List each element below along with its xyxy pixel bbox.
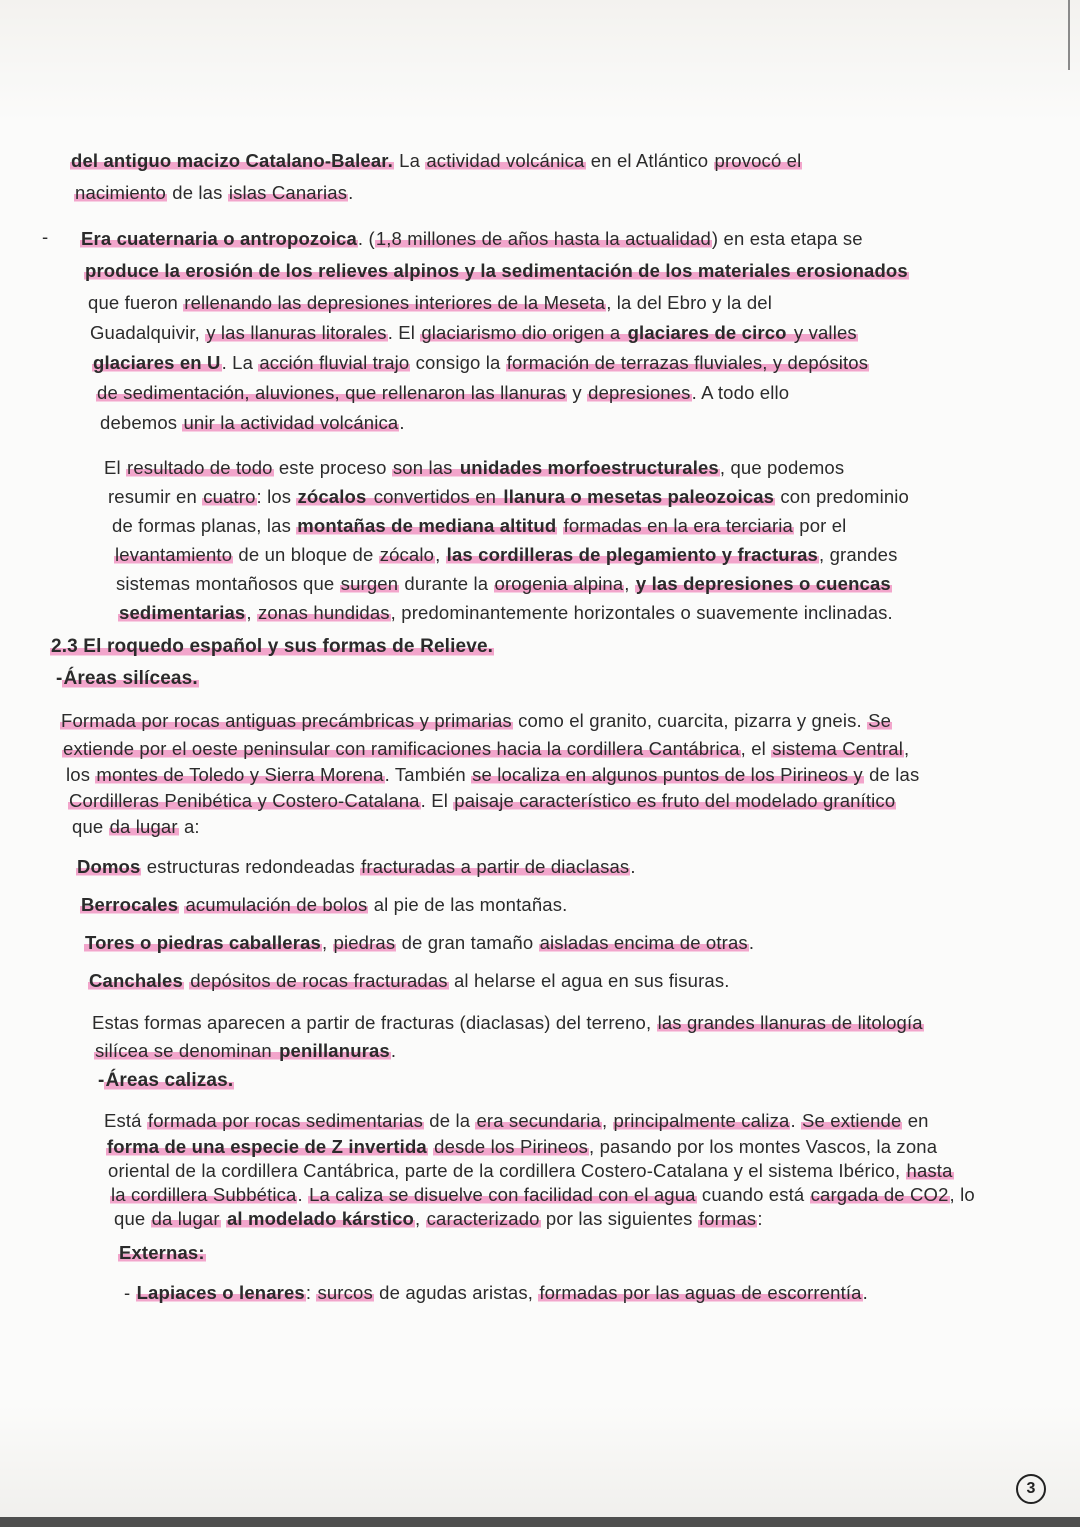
p2-line-5 bbox=[92, 350, 869, 376]
text: formación de terrazas fluviales, y depósitos bbox=[506, 352, 869, 373]
p4-line-1 bbox=[60, 708, 892, 734]
text: formas bbox=[698, 1208, 757, 1229]
text: , que podemos bbox=[719, 457, 845, 478]
p6-line-4 bbox=[110, 1182, 975, 1208]
text: extiende por el oeste peninsular con ramificaciones hacia la cordillera Cantábrica bbox=[63, 738, 740, 759]
p2-line-1 bbox=[80, 226, 863, 252]
p1-line-2 bbox=[74, 180, 353, 206]
p6-line-1 bbox=[104, 1108, 929, 1134]
p5-line-2 bbox=[94, 1038, 396, 1064]
text: Formada por rocas antiguas precámbricas y primarias bbox=[61, 710, 512, 731]
text: orogenia alpina bbox=[494, 573, 624, 594]
text: de sedimentación, aluviones, que rellenaron las llanuras bbox=[97, 382, 567, 403]
text: . A todo ello bbox=[691, 382, 790, 403]
text: La caliza se disuelve con facilidad con el agua bbox=[309, 1184, 696, 1205]
text: ) en esta etapa se bbox=[711, 228, 863, 249]
text: cuatro bbox=[203, 486, 256, 507]
externas-label bbox=[118, 1240, 206, 1266]
text: con predominio bbox=[775, 486, 909, 507]
p6-line-3 bbox=[108, 1158, 954, 1184]
form-domos bbox=[76, 854, 636, 880]
text: resumir en bbox=[108, 486, 203, 507]
text: y las llanuras litorales bbox=[206, 322, 387, 343]
p1-line-1 bbox=[70, 148, 802, 174]
text: zócalos bbox=[297, 486, 367, 507]
text: piedras bbox=[333, 932, 396, 953]
text: zonas hundidas bbox=[257, 602, 390, 623]
text: Era cuaternaria o antropozoica bbox=[81, 228, 357, 249]
text: que bbox=[114, 1208, 151, 1229]
text: , bbox=[246, 602, 257, 623]
text: - bbox=[56, 668, 63, 689]
text: formada por rocas sedimentarias bbox=[147, 1110, 423, 1131]
text: por las siguientes bbox=[540, 1208, 698, 1229]
text: glaciarismo dio origen a bbox=[421, 322, 626, 343]
text: La bbox=[393, 150, 426, 171]
text: surcos bbox=[317, 1282, 373, 1303]
text: formadas en la era terciaria bbox=[563, 515, 793, 536]
p3-line-3 bbox=[112, 513, 846, 539]
subsection-calizas bbox=[98, 1068, 234, 1094]
text: Canchales bbox=[89, 970, 183, 991]
text: llanura o mesetas paleozoicas bbox=[503, 486, 775, 507]
text: que bbox=[72, 816, 109, 837]
p3-line-1 bbox=[104, 455, 844, 481]
p2-line-6 bbox=[96, 380, 789, 406]
text: caracterizado bbox=[426, 1208, 540, 1229]
p6-line-5 bbox=[114, 1206, 763, 1232]
p6-line-2 bbox=[106, 1134, 937, 1160]
text: , pasando por los montes Vascos, la zona bbox=[589, 1136, 938, 1157]
text: de agudas aristas, bbox=[373, 1282, 539, 1303]
text: islas Canarias bbox=[228, 182, 348, 203]
text: que fueron bbox=[88, 292, 184, 313]
text: al helarse el agua en sus fisuras. bbox=[448, 970, 730, 991]
text: produce la erosión de los relieves alpinos y la sedimentación de los materiales erosionados bbox=[85, 260, 908, 281]
p3-line-6 bbox=[118, 600, 893, 626]
page-number-badge: 3 bbox=[1016, 1474, 1046, 1504]
text: y valles bbox=[788, 322, 857, 343]
text: los bbox=[66, 764, 96, 785]
form-lapiaces bbox=[124, 1280, 868, 1306]
text bbox=[557, 515, 562, 536]
text: sistema Central bbox=[772, 738, 903, 759]
p3-line-4 bbox=[114, 542, 897, 568]
text: , bbox=[415, 1208, 426, 1229]
text: las grandes llanuras de litología bbox=[657, 1012, 923, 1033]
text: cargada de CO2 bbox=[810, 1184, 949, 1205]
text: de las bbox=[863, 764, 920, 785]
text: al pie de las montañas. bbox=[368, 894, 568, 915]
text: cuando está bbox=[696, 1184, 810, 1205]
text: como el granito, cuarcita, pizarra y gneis. bbox=[512, 710, 868, 731]
text: de la bbox=[424, 1110, 476, 1131]
text: unir la actividad volcánica bbox=[183, 412, 399, 433]
text: penillanuras bbox=[279, 1040, 390, 1061]
text: forma de una especie de Z invertida bbox=[107, 1136, 427, 1157]
text: glaciares en U bbox=[93, 352, 221, 373]
text: . La bbox=[221, 352, 259, 373]
text: , el bbox=[740, 738, 772, 759]
text: Estas formas aparecen a partir de fracturas (diaclasas) del terreno, bbox=[92, 1012, 657, 1033]
text: durante la bbox=[399, 573, 494, 594]
text: en bbox=[902, 1110, 929, 1131]
text: oriental de la cordillera Cantábrica, parte de la cordillera Costero-Catalana y el sistema Ibérico, bbox=[108, 1160, 906, 1181]
text: depresiones bbox=[588, 382, 691, 403]
text: , grandes bbox=[818, 544, 898, 565]
text: . bbox=[748, 932, 755, 953]
form-canchales bbox=[88, 968, 730, 994]
text: . También bbox=[384, 764, 472, 785]
text: era secundaria bbox=[476, 1110, 601, 1131]
text: de formas planas, las bbox=[112, 515, 297, 536]
text: Está bbox=[104, 1110, 147, 1131]
p4-line-3 bbox=[66, 762, 919, 788]
p2-line-3 bbox=[88, 290, 772, 316]
text: formadas por las aguas de escorrentía bbox=[539, 1282, 862, 1303]
text: : bbox=[305, 1282, 317, 1303]
text: Cordilleras Penibética y Costero-Catalana bbox=[69, 790, 420, 811]
text: consigo la bbox=[410, 352, 506, 373]
text: la cordillera Subbética bbox=[111, 1184, 297, 1205]
text: resultado de todo bbox=[127, 457, 273, 478]
text: unidades morfoestructurales bbox=[459, 457, 719, 478]
text: da lugar bbox=[109, 816, 178, 837]
text: aisladas encima de otras bbox=[539, 932, 748, 953]
subsection-siliceas bbox=[56, 666, 199, 692]
text: Se extiende bbox=[802, 1110, 902, 1131]
text: por el bbox=[793, 515, 847, 536]
text: , predominantemente horizontales o suavemente inclinadas. bbox=[390, 602, 893, 623]
p4-line-5 bbox=[72, 814, 200, 840]
text: . bbox=[790, 1110, 802, 1131]
text: de un bloque de bbox=[233, 544, 379, 565]
text: debemos bbox=[100, 412, 183, 433]
text: convertidos en bbox=[368, 486, 502, 507]
text: hasta bbox=[906, 1160, 953, 1181]
text: , la del Ebro y la del bbox=[606, 292, 772, 313]
text: en el Atlántico bbox=[585, 150, 714, 171]
form-berrocales bbox=[80, 892, 567, 918]
text: fracturadas a partir de diaclasas bbox=[361, 856, 630, 877]
section-title bbox=[50, 634, 494, 660]
text: Tores o piedras caballeras bbox=[85, 932, 321, 953]
text: del antiguo macizo Catalano-Balear. bbox=[71, 150, 393, 171]
text: . El bbox=[387, 322, 421, 343]
form-tores bbox=[84, 930, 754, 956]
p4-line-4 bbox=[68, 788, 896, 814]
text: nacimiento bbox=[75, 182, 166, 203]
text: Se bbox=[868, 710, 892, 731]
text: acción fluvial trajo bbox=[259, 352, 410, 373]
text: sedimentarias bbox=[119, 602, 246, 623]
p2-line-4 bbox=[90, 320, 858, 346]
text: acumulación de bolos bbox=[185, 894, 368, 915]
text: . bbox=[348, 182, 354, 203]
text: al modelado kárstico bbox=[226, 1208, 415, 1229]
text: da lugar bbox=[151, 1208, 220, 1229]
text: de las bbox=[166, 182, 228, 203]
text: 2.3 El roquedo español y sus formas de Relieve. bbox=[51, 636, 494, 657]
text: silícea se denominan bbox=[95, 1040, 278, 1061]
bullet-dash: - bbox=[42, 226, 49, 247]
text: montes de Toledo y Sierra Morena bbox=[96, 764, 384, 785]
text: son las bbox=[392, 457, 458, 478]
text: . bbox=[862, 1282, 868, 1303]
text: paisaje característico es fruto del modelado granítico bbox=[454, 790, 896, 811]
text: , bbox=[601, 1110, 613, 1131]
text: . bbox=[297, 1184, 309, 1205]
p5-line-1 bbox=[92, 1010, 924, 1036]
text: . bbox=[399, 412, 405, 433]
text: las cordilleras de plegamiento y fracturas bbox=[446, 544, 818, 565]
text: Lapiaces o lenares bbox=[136, 1282, 305, 1303]
text: rellenando las depresiones interiores de la Meseta bbox=[184, 292, 606, 313]
text: provocó el bbox=[714, 150, 802, 171]
text: Áreas silíceas. bbox=[63, 668, 198, 689]
text: montañas de mediana altitud bbox=[297, 515, 557, 536]
text: , lo bbox=[949, 1184, 975, 1205]
text: sistemas montañosos que bbox=[116, 573, 340, 594]
text: , bbox=[435, 544, 446, 565]
text: principalmente caliza bbox=[613, 1110, 790, 1131]
text: y las depresiones o cuencas bbox=[635, 573, 891, 594]
p3-line-5 bbox=[116, 571, 892, 597]
text: . bbox=[390, 1040, 397, 1061]
text: Domos bbox=[77, 856, 141, 877]
text: : bbox=[757, 1208, 763, 1229]
text: se localiza en algunos puntos de los Pirineos y bbox=[472, 764, 863, 785]
text: glaciares de circo bbox=[627, 322, 787, 343]
text: zócalo bbox=[379, 544, 435, 565]
text: , bbox=[321, 932, 333, 953]
text: y bbox=[567, 382, 588, 403]
text: 1,8 millones de años hasta la actualidad bbox=[375, 228, 711, 249]
text: de gran tamaño bbox=[396, 932, 539, 953]
text: . bbox=[630, 856, 636, 877]
p3-line-2 bbox=[108, 484, 909, 510]
text: depósitos de rocas fracturadas bbox=[190, 970, 448, 991]
text: estructuras redondeadas bbox=[141, 856, 361, 877]
text: El bbox=[104, 457, 127, 478]
text: Áreas calizas. bbox=[105, 1070, 234, 1091]
text: , bbox=[624, 573, 635, 594]
text: - bbox=[124, 1282, 136, 1303]
text: Berrocales bbox=[81, 894, 179, 915]
p4-line-2 bbox=[62, 736, 909, 762]
text: : los bbox=[256, 486, 297, 507]
text: - bbox=[98, 1070, 105, 1091]
text: , bbox=[903, 738, 910, 759]
p2-line-2 bbox=[84, 258, 909, 284]
text: actividad volcánica bbox=[426, 150, 585, 171]
text: . ( bbox=[357, 228, 375, 249]
text: . El bbox=[420, 790, 454, 811]
p2-line-7 bbox=[100, 410, 405, 436]
page-bottom-edge bbox=[0, 1517, 1080, 1527]
text: este proceso bbox=[273, 457, 392, 478]
text: a: bbox=[178, 816, 200, 837]
text: levantamiento bbox=[115, 544, 233, 565]
text: Guadalquivir, bbox=[90, 322, 206, 343]
text: Externas: bbox=[119, 1242, 205, 1263]
text: desde los Pirineos bbox=[434, 1136, 589, 1157]
text: surgen bbox=[340, 573, 399, 594]
